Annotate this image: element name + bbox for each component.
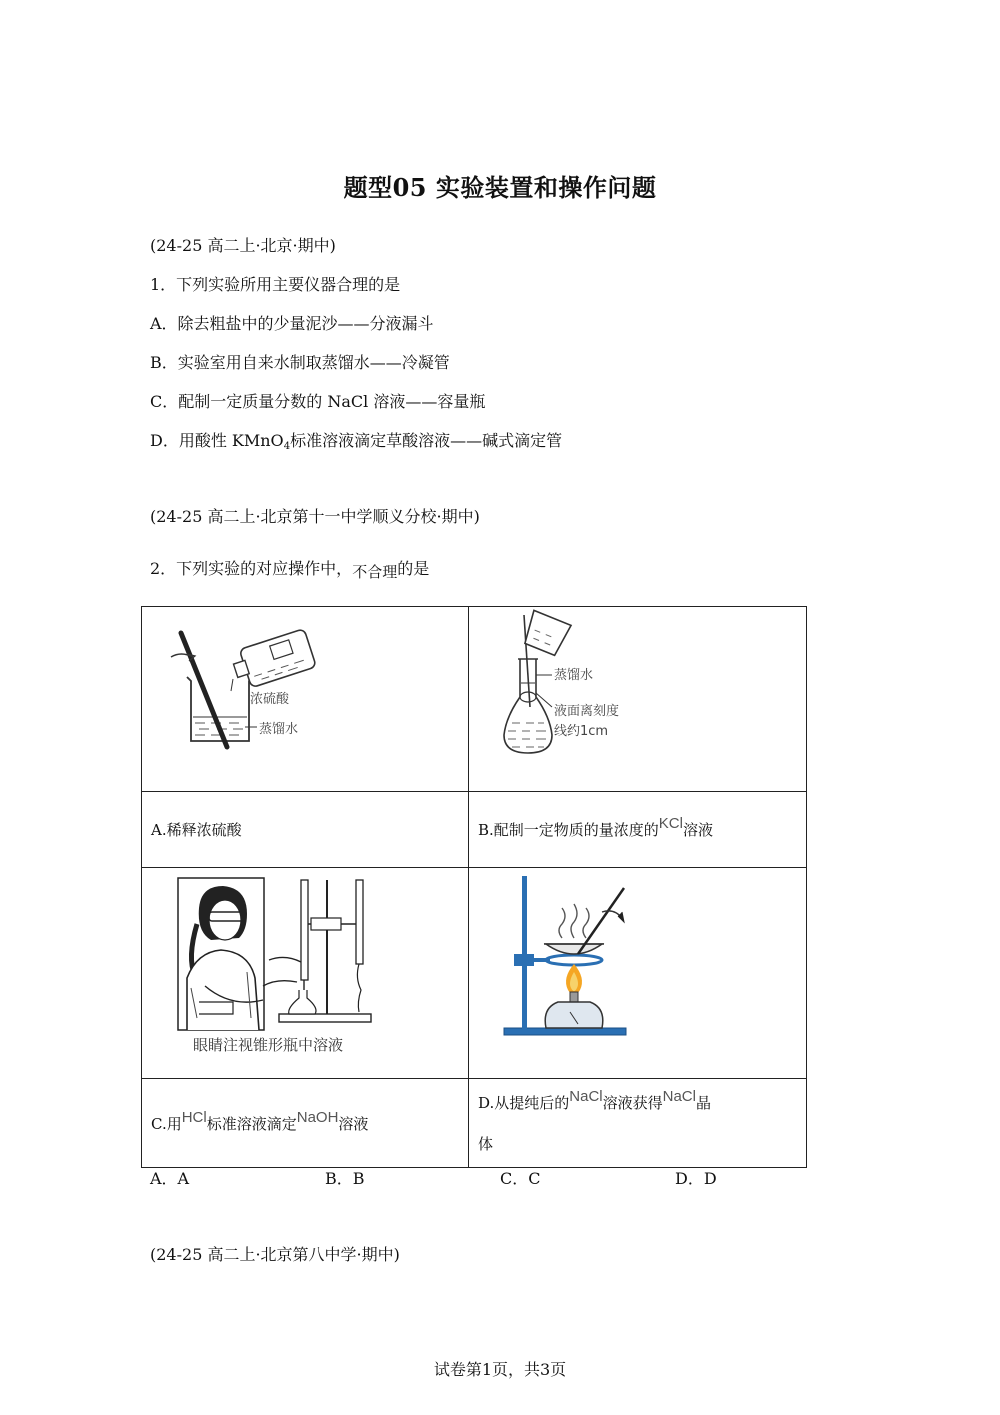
q2-stem-post: 的是 bbox=[397, 559, 430, 578]
cell-d-caption-post: 晶 bbox=[695, 1093, 711, 1112]
page-footer: 试卷第1页，共3页 bbox=[433, 1360, 567, 1379]
q2-stem bbox=[150, 556, 429, 579]
q2-stem-pre: 2．下列实验的对应操作中， bbox=[150, 559, 353, 578]
q3-source: (24-25 高二上·北京第八中学·期中) bbox=[150, 1245, 400, 1264]
cell-c-caption bbox=[142, 1079, 469, 1168]
cell-a-figure bbox=[142, 607, 469, 792]
q1-source: (24-25 高二上·北京·期中) bbox=[150, 236, 336, 255]
q1-option-d bbox=[150, 428, 562, 452]
q2-options-table bbox=[141, 606, 807, 1168]
q2-choice-b: B．B bbox=[325, 1169, 365, 1188]
q2-stem-emphasis: 不合理 bbox=[352, 563, 398, 581]
q1-option-b: B．实验室用自来水制取蒸馏水——冷凝管 bbox=[150, 353, 450, 372]
label-distilled-water-b: 蒸馏水 bbox=[554, 668, 594, 683]
cell-c-figure bbox=[142, 868, 469, 1079]
cell-d-formula-1: NaCl bbox=[569, 1087, 603, 1105]
q2-choice-d: D．D bbox=[675, 1169, 717, 1188]
q1-stem: 1．下列实验所用主要仪器合理的是 bbox=[150, 275, 401, 294]
q2-source: (24-25 高二上·北京第十一中学顺义分校·期中) bbox=[150, 507, 480, 526]
cell-c-caption-mid: 标准溶液滴定 bbox=[206, 1114, 297, 1133]
cell-b-formula: KCl bbox=[658, 815, 683, 832]
q2-choice-a: A．A bbox=[150, 1169, 190, 1188]
titration-photo-illustration bbox=[151, 868, 459, 1074]
q1-option-d-post: 标准溶液滴定草酸溶液——碱式滴定管 bbox=[290, 431, 563, 450]
q1-option-d-pre: D．用酸性 KMnO bbox=[150, 431, 284, 450]
cell-d-caption-mid: 溶液获得 bbox=[602, 1093, 663, 1112]
q1-option-a: A．除去粗盐中的少量泥沙——分液漏斗 bbox=[150, 314, 434, 333]
cell-c-caption-pre: C.用 bbox=[151, 1114, 182, 1133]
photo-caption: 眼睛注视锥形瓶中溶液 bbox=[193, 1036, 344, 1054]
cell-d-caption-line2: 体 bbox=[478, 1134, 494, 1153]
cell-c-formula-2: NaOH bbox=[296, 1108, 339, 1126]
cell-a-caption: A.稀释浓硫酸 bbox=[142, 792, 469, 868]
cell-b-figure bbox=[469, 607, 807, 792]
label-liquid-level-1: 液面离刻度 bbox=[554, 704, 620, 719]
cell-c-formula-1: HCl bbox=[181, 1108, 207, 1126]
label-distilled-water-a: 蒸馏水 bbox=[259, 722, 299, 737]
cell-d-figure bbox=[469, 868, 807, 1079]
cell-b-caption-post: 溶液 bbox=[682, 821, 713, 839]
cell-b-caption bbox=[469, 792, 807, 868]
cell-c-caption-post: 溶液 bbox=[338, 1114, 369, 1133]
label-concentrated-acid: 浓硫酸 bbox=[250, 692, 290, 707]
cell-d-formula-2: NaCl bbox=[662, 1087, 696, 1105]
cell-d-caption bbox=[469, 1079, 807, 1168]
cell-b-caption-pre: B.配制一定物质的量浓度的 bbox=[478, 821, 659, 839]
label-liquid-level-2: 线约1cm bbox=[554, 724, 609, 739]
page-title: 题型05 实验装置和操作问题 bbox=[343, 173, 657, 202]
q2-choice-c: C．C bbox=[500, 1169, 541, 1188]
evaporation-illustration bbox=[478, 868, 797, 1074]
volumetric-flask-illustration bbox=[478, 607, 797, 787]
cell-d-caption-pre: D.从提纯后的 bbox=[478, 1093, 570, 1112]
q1-option-d-sub: 4 bbox=[283, 441, 291, 452]
dilute-acid-illustration bbox=[151, 607, 459, 787]
q1-option-c: C．配制一定质量分数的 NaCl 溶液——容量瓶 bbox=[150, 392, 486, 411]
